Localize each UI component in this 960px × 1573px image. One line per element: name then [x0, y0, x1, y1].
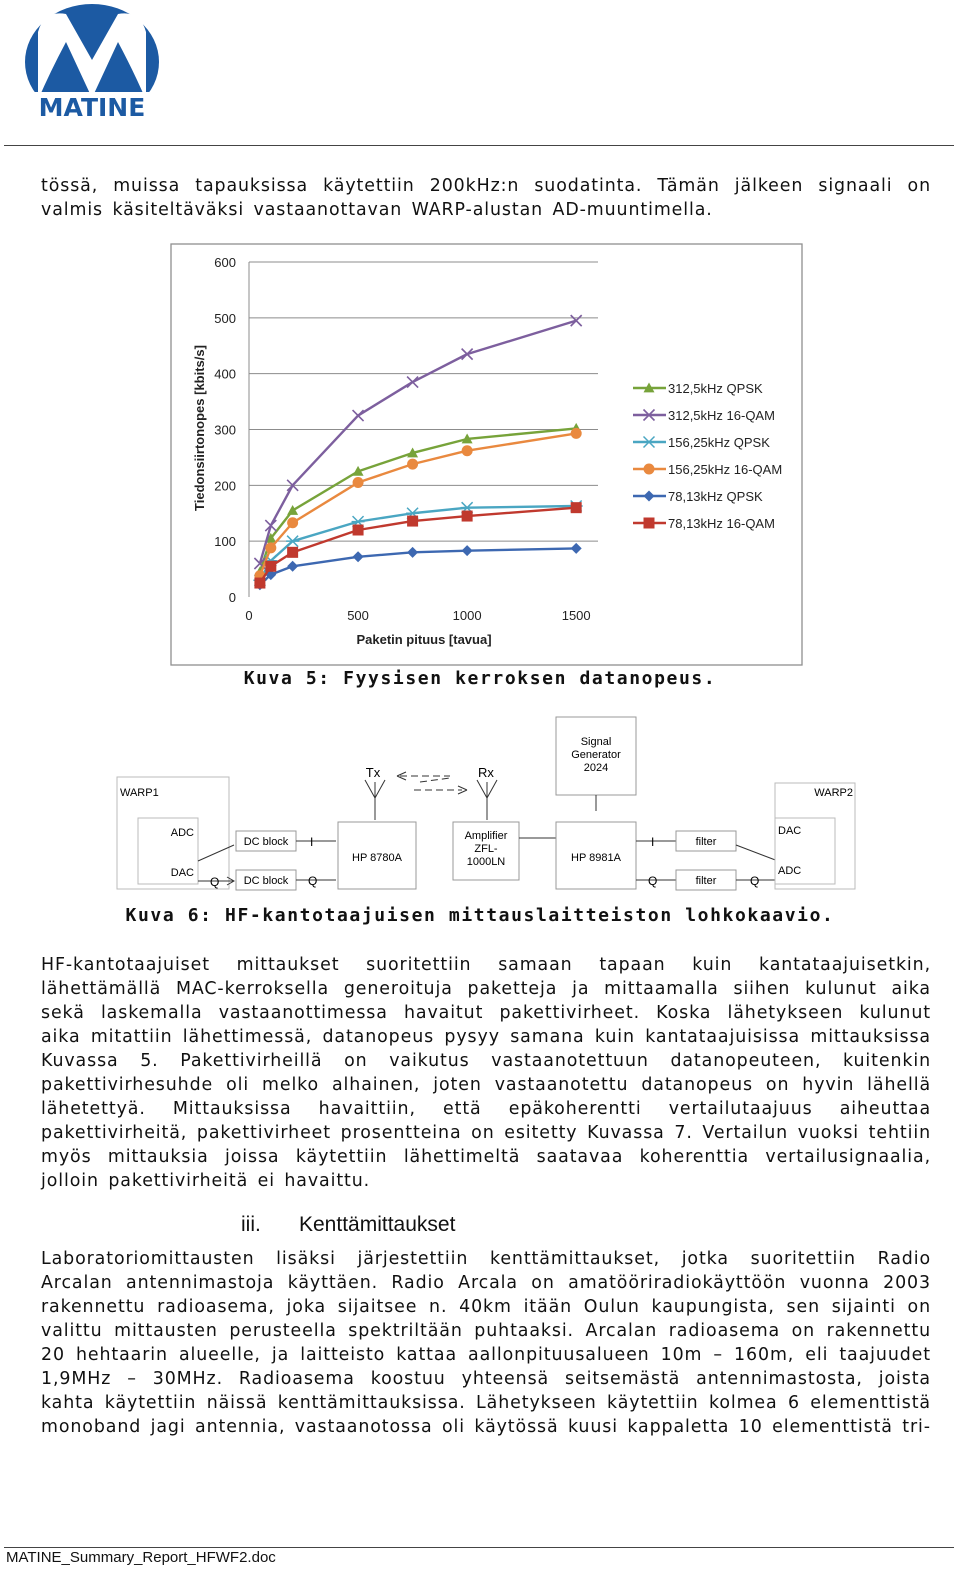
datarate-chart-svg [170, 243, 804, 668]
chart-x-axis-label: Paketin pituus [tavua] [356, 632, 492, 647]
amplifier-label-2: ZFL- [474, 843, 498, 855]
header-rule [4, 145, 954, 146]
y-tick-label: 400 [214, 366, 236, 382]
y-tick-label: 600 [214, 255, 236, 270]
warp2-label: WARP2 [814, 787, 853, 799]
figure6-caption: Kuva 6: HF-kantotaajuisen mittauslaitteiston lohkokaavio. [125, 905, 835, 926]
series-point [571, 502, 582, 513]
series-point [407, 459, 418, 470]
antenna-icon-tx [365, 780, 385, 820]
filter-i-link [736, 845, 778, 861]
legend-label: 78,13kHz QPSK [668, 489, 763, 504]
series-point [287, 547, 298, 558]
matine-logo-graphic [22, 2, 162, 124]
hp8981a-label: HP 8981A [571, 852, 621, 864]
signal-generator-label-3: 2024 [583, 762, 609, 774]
section-title: Kenttämittaukset [299, 1213, 456, 1236]
signal-generator-label-2: Generator [571, 749, 621, 761]
figure5-caption: Kuva 5: Fyysisen kerroksen datanopeus. [243, 668, 717, 689]
y-tick-label: 100 [214, 534, 236, 550]
series-point [265, 561, 276, 572]
dc-block-q-label: DC block [243, 875, 289, 887]
block-diagram [110, 712, 870, 900]
warp1-adc-label: ADC [170, 827, 194, 839]
hp8981a-q-label: Q [648, 874, 658, 888]
x-tick-label: 500 [347, 608, 369, 623]
dc-block-i-label: DC block [243, 836, 289, 848]
datarate-chart [170, 243, 804, 668]
body-paragraph-2: Laboratoriomittausten lisäksi järjestettiin kenttämittaukset, jotka suoritettiin Radio Arcalan antennimastoja käyttäen. Radio Arcala on amatööriradiokäyttöön vuonna 2003 rakennettu radioasema, joka sijaitsee n. 40km itään Oulun kaupungista, sen sijainti on valittu mittausten perusteella spektriltään puhtaaksi. Arcalan radioasema on rakennettu 20 hehtaarin alueelle, ja laitteisto kattaa aallonpituusalueen 10m – 160m, eli taajuudet 1,9MHz – 30MHz. Radioasema koostuu yhteensä seitsemästä antennimastosta, joista kahta käytettiin näissä kenttämittauksissa. Lähetykseen käytettiin kolmea 6 elementtistä monoband jagi antennia, vastaanotossa oli käytössä kuusi kappaletta 10 elementtistä tri- [41, 1249, 931, 1437]
y-tick-label: 300 [214, 422, 236, 438]
y-tick-label: 200 [214, 478, 236, 494]
x-tick-label: 0 [245, 608, 253, 623]
hp8981a-i-label: I [651, 835, 655, 849]
x-tick-label: 1000 [452, 608, 482, 623]
chart-frame [171, 244, 802, 665]
dc-i-label: I [310, 835, 314, 849]
intro-paragraph: tössä, muissa tapauksissa käytettiin 200kHz:n suodatinta. Tämän jälkeen signaali on valmis käsiteltäväksi vastaanottavan WARP-alustan AD-muuntimella. [41, 176, 931, 220]
series-point [462, 445, 473, 456]
legend-marker [644, 518, 655, 529]
warp1-q-label: Q [210, 875, 220, 889]
legend-label: 156,25kHz QPSK [668, 435, 770, 450]
signal-generator-label-1: Signal [580, 736, 612, 748]
antenna-icon-rx [477, 780, 497, 820]
matine-logo [22, 2, 162, 124]
legend-label: 312,5kHz 16-QAM [668, 408, 775, 423]
hp8780a-label: HP 8780A [352, 852, 402, 864]
dc-q-label: Q [308, 874, 318, 888]
warp2-adc-label: ADC [778, 865, 802, 877]
y-tick-label: 0 [228, 590, 236, 605]
footer-filename: MATINE_Summary_Report_HFWF2.doc [6, 1549, 276, 1566]
section-number: iii. [241, 1213, 261, 1236]
series-point [287, 517, 298, 528]
series-point [407, 516, 418, 527]
amplifier-label-1: Amplifier [464, 830, 508, 842]
x-tick-label: 1500 [561, 608, 591, 623]
warp1-dac-label: DAC [170, 867, 194, 879]
section-heading [241, 1213, 455, 1237]
body-paragraph-1: HF-kantotaajuiset mittaukset suoritettiin samaan tapaan kuin kantataajuisetkin, lähettämällä MAC-kerroksella generoituja paketteja ja mittaamalla siihen kulunut aika sekä laskemalla vastaanottimessa havaitut pakettivirheet. Koska lähetykseen kulunut aika mitattiin lähettimessä, datanopeus pysyy samana kuin kantataajuisissa mittauksissa Kuvassa 5. Pakettivirheillä on vaikutus vastaanotettuun datanopeuteen, kuitenkin pakettivirhesuhde oli melko alhainen, joten vastaanotettu datanopeus on hyvin lähellä lähetettyä. Mittauksissa havaittiin, että epäkoherentti vertailutaajuus aiheuttaa pakettivirheitä, pakettivirheet prosentteina on esitetty Kuvassa 7. Vertailun vuoksi tehtiin myös mittauksia joissa käytettiin lähettimeltä saatavaa koherenttia vertailusignaalia, jolloin pakettivirheitä ei havaittu. [41, 955, 931, 1191]
rx-label: Rx [478, 765, 494, 780]
warp1-label: WARP1 [120, 787, 159, 799]
series-point [571, 428, 582, 439]
filter-i-label: filter [695, 836, 717, 848]
series-point [265, 542, 276, 553]
legend-label: 156,25kHz 16-QAM [668, 462, 783, 477]
legend-marker [644, 464, 655, 475]
chart-y-axis-label: Tiedonsiirtonopes [kbits/s] [192, 345, 207, 511]
warp2-dac-label: DAC [778, 825, 802, 837]
series-point [353, 525, 364, 536]
legend-label: 78,13kHz 16-QAM [668, 516, 775, 531]
tx-label: Tx [365, 765, 381, 780]
filter-q-label-q: Q [750, 874, 760, 888]
y-tick-label: 500 [214, 310, 236, 326]
amplifier-label-3: 1000LN [466, 856, 506, 868]
footer-rule [4, 1547, 954, 1548]
series-point [462, 511, 473, 522]
series-point [353, 477, 364, 488]
wireless-link-arrows [400, 776, 462, 790]
filter-q-label: filter [695, 875, 717, 887]
series-point [254, 578, 265, 589]
logo-text: MATINE [38, 93, 146, 122]
block-diagram-svg [110, 712, 870, 900]
legend-label: 312,5kHz QPSK [668, 381, 763, 396]
